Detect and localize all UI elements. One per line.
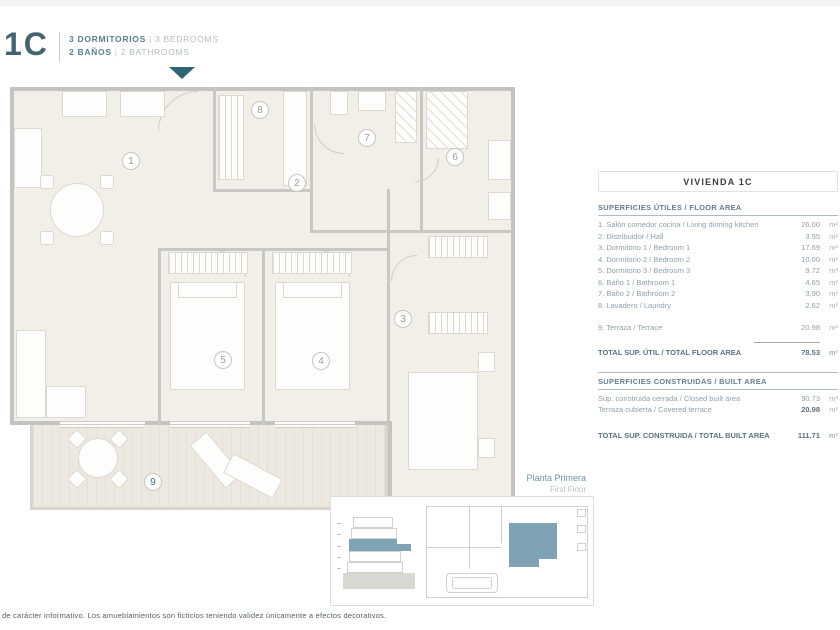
laundry-closet	[283, 91, 307, 186]
row-value: 2.62	[805, 300, 820, 310]
table-row	[598, 300, 838, 312]
row-unit: m²	[829, 289, 838, 298]
row-value: 26.00	[801, 220, 820, 229]
level-tick	[337, 523, 341, 524]
total-built-area-row: TOTAL SUP. CONSTRUIDA / TOTAL BUILT AREA 111.71 m²	[598, 430, 838, 440]
section-basement	[343, 573, 415, 589]
wall	[310, 87, 313, 233]
table-row	[598, 219, 838, 231]
balcony	[577, 509, 586, 517]
room-badge-bedroom1: 3	[394, 310, 412, 328]
toilet	[330, 91, 348, 115]
table-row	[598, 254, 838, 266]
row-value: 20.98	[801, 405, 820, 414]
wardrobe	[428, 312, 488, 334]
table-row	[598, 322, 838, 334]
key-unit-highlighted	[509, 523, 557, 559]
section-floor	[351, 528, 397, 539]
unit-title-box: VIVIENDA 1C	[598, 171, 838, 192]
wardrobe	[272, 252, 352, 274]
table-row	[598, 242, 838, 254]
row-value: 17.69	[801, 243, 820, 252]
row-unit: m²	[829, 277, 838, 287]
room-badge-bathroom2: 7	[358, 129, 376, 147]
built-area-section-header: SUPERFICIES CONSTRUIDAS / BUILT AREA	[598, 377, 838, 390]
level-tick	[337, 546, 341, 547]
row-label: 2. Distribuidor / Hall	[598, 231, 664, 241]
level-tick	[337, 557, 341, 558]
row-label: 8. Lavadero / Laundry	[598, 300, 671, 310]
floor-area-section-header: SUPERFICIES ÚTILES / FLOOR AREA	[598, 203, 838, 216]
dining-table	[50, 183, 104, 237]
floor-label-es: Planta Primera	[526, 473, 586, 483]
built-area-rows	[598, 393, 838, 416]
floor-area-rows	[598, 219, 838, 334]
row-value: 9.72	[805, 266, 820, 275]
row-unit: m²	[829, 266, 838, 275]
wall	[213, 87, 216, 192]
header-divider	[59, 32, 60, 62]
table-row	[598, 265, 838, 277]
section-floor	[349, 551, 401, 562]
row-unit: m²	[829, 243, 838, 252]
top-strip	[0, 0, 840, 6]
bed-pillow	[178, 282, 237, 298]
room-badge-bedroom3: 5	[214, 351, 232, 369]
chair	[100, 231, 114, 245]
row-label: Sup. construida cerrada / Closed built area	[598, 393, 741, 403]
wall	[310, 230, 515, 233]
row-value: 3.95	[805, 231, 820, 241]
row-label: 3. Dormitorio 1 / Bedroom 1	[598, 243, 691, 252]
row-unit: m²	[829, 220, 838, 229]
window	[60, 421, 145, 428]
table-row	[598, 277, 838, 289]
row-unit: m²	[829, 405, 838, 414]
sofa	[16, 330, 46, 418]
row-label: 4. Dormitorio 2 / Bedroom 2	[598, 254, 691, 264]
total-floor-area-row: TOTAL SUP. ÚTIL / TOTAL FLOOR AREA 78.53 m²	[598, 347, 838, 357]
sink	[488, 140, 511, 180]
area-table	[598, 203, 838, 441]
table-row	[598, 404, 838, 416]
level-tick	[337, 568, 341, 569]
window	[170, 421, 250, 428]
kitchen-counter	[120, 91, 165, 117]
room-badge-living: 1	[122, 152, 140, 170]
row-unit: m²	[829, 254, 838, 264]
wall	[262, 248, 265, 425]
terrace-table	[78, 438, 118, 478]
subtotal-rule	[754, 342, 820, 343]
toilet	[488, 192, 511, 220]
key-unit-highlighted-step	[509, 559, 539, 567]
unit-summary	[69, 33, 219, 59]
built-area-section	[598, 372, 838, 441]
row-unit: m²	[829, 231, 838, 241]
bathrooms-line: 2 BAÑOS | 2 BATHROOMS	[69, 47, 190, 57]
shower	[395, 91, 417, 143]
section-floor-highlighted-step	[397, 544, 411, 551]
row-value: 4.65	[805, 277, 820, 287]
row-label: 9. Terraza / Terrace	[598, 323, 663, 332]
sink	[358, 91, 386, 111]
row-unit: m²	[829, 300, 838, 310]
row-unit: m²	[829, 393, 838, 403]
window	[275, 421, 355, 428]
room-badge-bedroom2: 4	[312, 352, 330, 370]
balcony	[577, 525, 586, 533]
row-label: 5. Dormitorio 3 / Bedroom 3	[598, 266, 691, 275]
entry-arrow-icon	[169, 67, 195, 79]
row-label: 7. Baño 2 / Bathroom 2	[598, 289, 676, 298]
room-badge-bathroom1: 6	[446, 148, 464, 166]
bed	[408, 372, 478, 470]
room-badge-hall: 2	[288, 174, 306, 192]
sofa	[46, 386, 86, 418]
level-tick	[337, 534, 341, 535]
key-plan	[330, 496, 594, 606]
row-unit: m²	[829, 323, 838, 332]
row-value: 10.00	[801, 254, 820, 264]
section-floor-highlighted	[349, 539, 397, 551]
floor-label-en: First Floor	[550, 485, 586, 494]
laundry-rack	[218, 95, 244, 180]
row-value: 20.98	[801, 323, 820, 332]
balcony	[577, 543, 586, 551]
wardrobe	[168, 252, 248, 274]
wall	[158, 248, 161, 425]
bed-pillow	[283, 282, 342, 298]
table-row	[598, 231, 838, 243]
section-floor	[347, 562, 403, 573]
plate-line	[469, 507, 470, 569]
kitchen-counter	[14, 128, 42, 188]
row-label: 1. Salón comedor cocina / Living dinning kitchen	[598, 220, 759, 229]
table-row	[598, 393, 838, 405]
chair	[40, 175, 54, 189]
wall	[387, 189, 390, 425]
pool-inner	[452, 577, 492, 589]
kitchen-counter	[62, 91, 107, 117]
unit-code: 1C	[4, 26, 49, 62]
wardrobe	[428, 236, 488, 258]
disclaimer-text: de carácter informativo. Los amueblamientos son ficticios teniendo validez únicamente a efectos decorativos.	[2, 611, 387, 620]
plate-line	[427, 547, 501, 548]
bedrooms-line: 3 DORMITORIOS | 3 BEDROOMS	[69, 34, 219, 44]
room-badge-terrace: 9	[144, 473, 162, 491]
nightstand	[478, 438, 495, 458]
chair	[100, 175, 114, 189]
floor-label	[420, 472, 586, 496]
row-value: 3.90	[805, 289, 820, 298]
shower	[426, 91, 468, 149]
bed	[170, 282, 245, 390]
table-row	[598, 288, 838, 300]
plate-line	[501, 507, 502, 543]
room-badge-laundry: 8	[251, 101, 269, 119]
chair	[40, 231, 54, 245]
row-value: 90.73	[801, 393, 820, 403]
row-label: Terraza cubierta / Covered terrace	[598, 405, 712, 414]
row-label: 6. Baño 1 / Bathroom 1	[598, 277, 676, 287]
nightstand	[478, 352, 495, 372]
wall	[158, 248, 390, 251]
bed	[275, 282, 350, 390]
section-floor	[353, 517, 393, 528]
